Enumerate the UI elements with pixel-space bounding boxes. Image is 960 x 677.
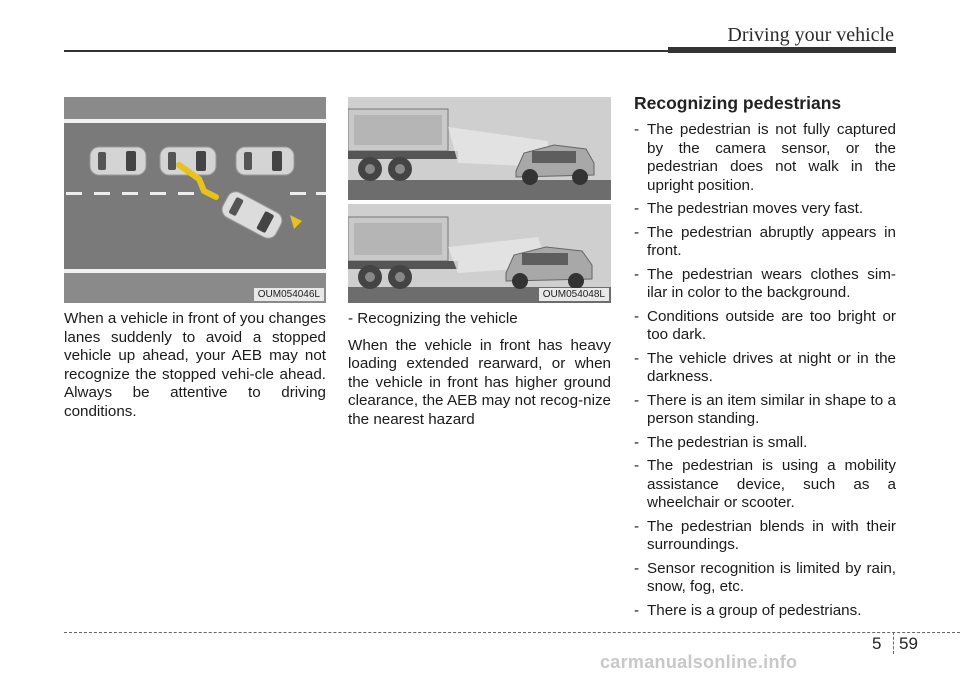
figure-truck-ground-clearance [348, 97, 611, 303]
list-item: - Sensor recognition is limited by rain, snow, fog, etc. [634, 559, 896, 595]
list-item: - There is an item similar in shape to a person standing. [634, 391, 896, 427]
list-item: - The pedestrian abruptly appears in front. [634, 223, 896, 259]
list-item: - The pedestrian moves very fast. [634, 200, 864, 217]
truck-illustration [348, 97, 611, 303]
page-number-separator [893, 632, 894, 654]
stopped-car-1 [90, 147, 146, 175]
list-item: - The pedestrian is not fully captured by the camera sensor, or the pedestrian does not walk in the upright position. [634, 121, 896, 194]
list-item: - Conditions outside are too bright or too dark. [634, 307, 896, 343]
stopped-car-3 [236, 147, 294, 175]
figure-code: OUM054048L [539, 288, 609, 301]
column-two-text [348, 310, 611, 437]
figure-code: OUM054046L [254, 288, 324, 301]
list-item: - The pedestrian is small. [634, 433, 808, 451]
section-heading: Recognizing pedestrians [634, 93, 842, 113]
page-number: 59 [899, 634, 918, 653]
list-item: - The pedestrian wears clothes sim-ilar in color to the background. [634, 265, 896, 301]
lane-change-paragraph: When a vehicle in front of you changes lanes suddenly to avoid a stopped vehicle up ahead, your AEB may not recognize the stopped vehi-cle ahead. Always be attentive to driving conditions. [64, 310, 326, 420]
header-rule-accent [668, 47, 896, 53]
list-item: - The vehicle drives at night or in the darkness. [634, 349, 896, 385]
watermark: carmanualsonline.info [600, 652, 798, 672]
list-item: - The pedestrian blends in with their surroundings. [634, 517, 896, 553]
running-header-title: Driving your vehicle [727, 24, 894, 46]
footer-rule [64, 632, 960, 633]
list-item: - The pedestrian is using a mobility assistance device, such as a wheelchair or scooter. [634, 457, 896, 511]
heavy-loading-paragraph: When the vehicle in front has heavy loading extended rearward, or when the vehicle in front has higher ground clearance, the AEB may not recog-nize the nearest hazard [348, 336, 611, 428]
figure-lane-change [64, 97, 326, 303]
header-rule [64, 50, 674, 52]
pedestrian-conditions-list [634, 121, 896, 625]
list-item: - There is a group of pedestrians. [634, 601, 862, 619]
recognizing-vehicle-line: - Recognizing the vehicle [348, 310, 518, 327]
lane-change-illustration [64, 97, 326, 303]
chapter-number: 5 [872, 634, 882, 653]
